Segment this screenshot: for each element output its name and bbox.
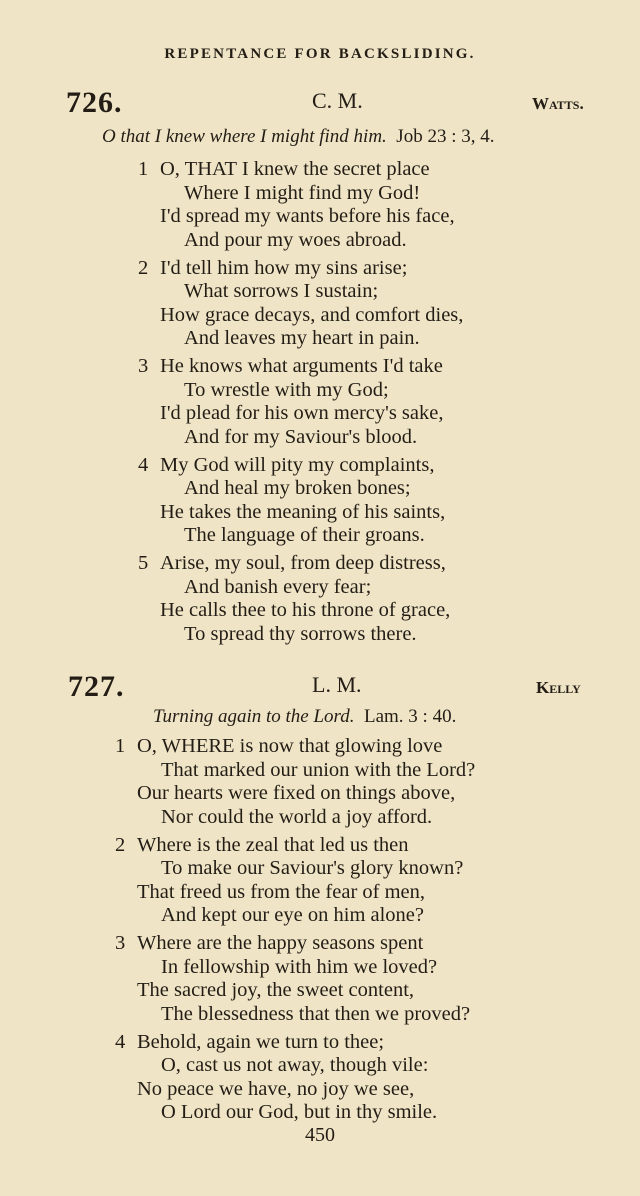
verse-line-text: I'd plead for his own mercy's sake, xyxy=(160,402,444,424)
verse-line-text: Where are the happy seasons spent xyxy=(137,932,424,954)
verse-line xyxy=(160,182,463,206)
verse-line-text: Where I might find my God! xyxy=(184,181,421,204)
verse-line-text: To spread thy sorrows there. xyxy=(184,622,417,645)
verse-line xyxy=(160,304,463,328)
verse-line xyxy=(160,477,463,501)
stanza xyxy=(138,256,464,351)
stanza xyxy=(115,735,476,829)
verse-line-text: O, WHERE is now that glowing love xyxy=(137,735,443,757)
verse-line xyxy=(115,1030,475,1055)
stanza-number: 1 xyxy=(115,735,126,757)
stanza xyxy=(138,552,463,646)
hymn-author: Kelly xyxy=(536,678,581,697)
verse-line xyxy=(138,552,463,576)
verse-line xyxy=(137,881,475,905)
running-head: REPENTANCE FOR BACKSLIDING. xyxy=(164,46,476,62)
verse-line-text: Behold, again we turn to thee; xyxy=(137,1030,385,1053)
stanza xyxy=(138,453,463,548)
verse-line-text: The blessedness that then we proved? xyxy=(161,1002,471,1025)
hymn-text xyxy=(115,735,476,1129)
verse-line-text: Our hearts were fixed on things above, xyxy=(137,782,456,804)
stanza-number: 1 xyxy=(138,158,149,180)
subtitle-text: Turning again to the Lord. xyxy=(153,706,355,727)
stanza-number: 2 xyxy=(115,833,126,856)
verse-line xyxy=(160,205,463,229)
hymn-subtitle xyxy=(102,126,494,148)
page-number: 450 xyxy=(305,1124,335,1146)
stanza-number: 4 xyxy=(115,1030,126,1053)
verse-line xyxy=(138,453,463,478)
verse-line xyxy=(137,979,475,1003)
verse-line xyxy=(115,833,475,858)
stanza xyxy=(138,355,463,449)
verse-line xyxy=(137,1101,475,1125)
verse-line-text: No peace we have, no joy we see, xyxy=(137,1077,415,1100)
verse-line-text: Arise, my soul, from deep distress, xyxy=(160,552,446,574)
verse-line xyxy=(137,806,475,830)
verse-line-text: He calls thee to his throne of grace, xyxy=(160,599,451,621)
verse-line-text: And leaves my heart in pain. xyxy=(184,327,420,349)
stanza-number: 4 xyxy=(138,453,149,476)
stanza xyxy=(115,932,475,1026)
verse-line xyxy=(137,857,475,881)
verse-line-text: He knows what arguments I'd take xyxy=(160,355,443,377)
stanza-number: 3 xyxy=(115,932,126,954)
verse-line xyxy=(160,524,463,548)
verse-line xyxy=(137,904,475,928)
verse-line-text: The sacred joy, the sweet content, xyxy=(137,979,415,1001)
hymn-number: 726. xyxy=(66,86,123,119)
verse-line xyxy=(137,759,475,783)
verse-line-text: And heal my broken bones; xyxy=(184,477,411,499)
verse-line-text: What sorrows I sustain; xyxy=(184,280,379,302)
verse-line xyxy=(160,379,463,403)
verse-line xyxy=(160,280,463,304)
verse-line xyxy=(160,576,463,600)
verse-line-text: And banish every fear; xyxy=(184,575,372,598)
verse-line xyxy=(160,327,463,351)
verse-line xyxy=(115,735,475,759)
verse-line xyxy=(160,229,463,253)
verse-line-text: O, THAT I knew the secret place xyxy=(160,158,430,180)
verse-line xyxy=(160,402,463,426)
verse-line-text: And for my Saviour's blood. xyxy=(184,425,418,448)
verse-line-text: To wrestle with my God; xyxy=(184,378,389,401)
verse-line xyxy=(137,956,475,980)
verse-line-text: To make our Saviour's glory known? xyxy=(161,857,464,879)
hymn-author: Watts. xyxy=(532,94,584,113)
verse-line-text: He takes the meaning of his saints, xyxy=(160,500,446,523)
hymn-text xyxy=(138,158,464,651)
verse-line-text: And kept our eye on him alone? xyxy=(161,904,425,926)
stanza xyxy=(115,1030,475,1125)
verse-line xyxy=(137,1003,475,1027)
verse-line-text: O, cast us not away, though vile: xyxy=(161,1054,429,1076)
verse-line xyxy=(137,782,475,806)
verse-line-text: O Lord our God, but in thy smile. xyxy=(161,1101,438,1123)
stanza-number: 2 xyxy=(138,256,149,279)
verse-line-text: My God will pity my complaints, xyxy=(160,453,435,476)
verse-line xyxy=(138,158,463,182)
stanza xyxy=(138,158,463,252)
stanza-number: 5 xyxy=(138,552,149,574)
hymn-meter: C. M. xyxy=(312,88,363,113)
verse-line-text: Nor could the world a joy afford. xyxy=(161,805,433,828)
verse-line-text: The language of their groans. xyxy=(184,524,425,546)
verse-line-text: In fellowship with him we loved? xyxy=(161,955,438,978)
verse-line xyxy=(138,355,463,379)
stanza xyxy=(115,833,475,928)
verse-line xyxy=(160,623,463,647)
verse-line-text: I'd tell him how my sins arise; xyxy=(160,256,408,279)
verse-line xyxy=(160,599,463,623)
verse-line-text: I'd spread my wants before his face, xyxy=(160,205,455,227)
verse-line-text: How grace decays, and comfort dies, xyxy=(160,303,464,326)
hymn-number: 727. xyxy=(68,670,125,703)
verse-line xyxy=(160,426,463,450)
hymn-subtitle xyxy=(153,706,456,728)
verse-line xyxy=(138,256,463,281)
hymn-meter: L. M. xyxy=(312,672,362,697)
verse-line-text: And pour my woes abroad. xyxy=(184,228,407,251)
verse-line-text: That marked our union with the Lord? xyxy=(161,758,476,781)
verse-line xyxy=(115,932,475,956)
verse-line-text: Where is the zeal that led us then xyxy=(137,833,409,856)
verse-line-text: That freed us from the fear of men, xyxy=(137,880,426,903)
scripture-reference: Lam. 3 : 40. xyxy=(363,706,457,727)
subtitle-text: O that I knew where I might find him. xyxy=(102,126,387,147)
scripture-reference: Job 23 : 3, 4. xyxy=(396,126,495,147)
verse-line xyxy=(137,1078,475,1102)
verse-line xyxy=(137,1054,475,1078)
verse-line xyxy=(160,501,463,525)
stanza-number: 3 xyxy=(138,355,149,377)
